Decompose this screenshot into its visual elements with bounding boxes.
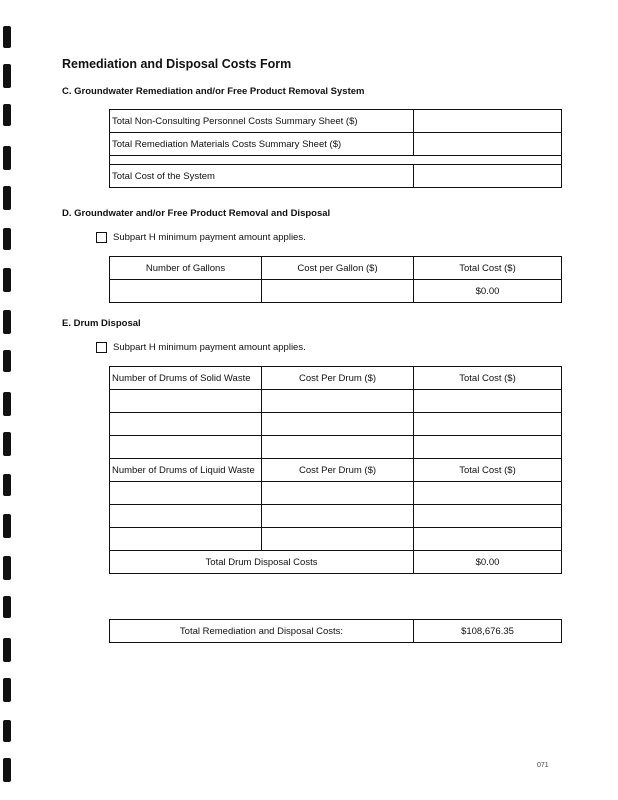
punch-mark [3,26,11,48]
column-header: Cost per Gallon ($) [262,257,414,280]
table-row [110,110,562,133]
section-d-table [109,256,562,303]
punch-mark [3,678,11,702]
section-c-heading: C. Groundwater Remediation and/or Free Product Removal System [62,86,365,97]
table-total-row [110,620,562,643]
section-d-heading: D. Groundwater and/or Free Product Removal and Disposal [62,208,331,219]
liquid-drums-field[interactable] [110,505,262,528]
punch-mark [3,64,11,88]
total-cost-field[interactable] [414,482,562,505]
drum-total-label: Total Drum Disposal Costs [110,551,414,574]
punch-mark [3,392,11,416]
cost-per-gallon-field[interactable] [262,280,414,303]
checkbox-label: Subpart H minimum payment amount applies. [113,232,306,243]
table-row [110,436,562,459]
punch-mark [3,556,11,580]
punch-mark [3,146,11,170]
subpart-h-checkbox[interactable] [96,232,107,243]
punch-mark [3,474,11,496]
column-header: Total Cost ($) [414,367,562,390]
subpart-h-checkbox[interactable] [96,342,107,353]
punch-mark [3,350,11,372]
solid-drums-field[interactable] [110,413,262,436]
table-row [110,390,562,413]
total-cost-field[interactable] [414,436,562,459]
table-total-row [110,551,562,574]
table-row [110,482,562,505]
column-header: Total Cost ($) [414,459,562,482]
table-row [110,280,562,303]
punch-mark [3,268,11,292]
table-header-row [110,257,562,280]
table-row [110,505,562,528]
punch-mark [3,514,11,538]
punch-mark [3,432,11,456]
cost-per-drum-field[interactable] [262,413,414,436]
punch-mark [3,638,11,662]
punch-mark [3,104,11,126]
section-e-checkbox-row[interactable] [96,342,306,353]
punch-mark [3,228,11,250]
form-title: Remediation and Disposal Costs Form [62,57,292,71]
row-value-field[interactable] [414,133,562,156]
row-label: Total Cost of the System [110,165,414,188]
punch-mark [3,596,11,618]
row-label: Total Non-Consulting Personnel Costs Summary Sheet ($) [110,110,414,133]
cost-per-drum-field[interactable] [262,482,414,505]
row-value-field[interactable] [414,165,562,188]
punch-mark [3,310,11,334]
total-cost-value: $0.00 [414,280,562,303]
page-mark: 071 [537,762,549,769]
cost-per-drum-field[interactable] [262,436,414,459]
punch-mark [3,186,11,210]
drum-total-value: $0.00 [414,551,562,574]
checkbox-label: Subpart H minimum payment amount applies. [113,342,306,353]
solid-drums-field[interactable] [110,390,262,413]
section-d-checkbox-row[interactable] [96,232,306,243]
table-header-row [110,367,562,390]
cost-per-drum-field[interactable] [262,528,414,551]
column-header: Cost Per Drum ($) [262,367,414,390]
table-row [110,413,562,436]
section-c-table [109,109,562,188]
grand-total-label: Total Remediation and Disposal Costs: [110,620,414,643]
row-value-field[interactable] [414,110,562,133]
cost-per-drum-field[interactable] [262,390,414,413]
table-row [110,165,562,188]
table-row [110,528,562,551]
total-cost-field[interactable] [414,413,562,436]
table-header-row [110,459,562,482]
column-header: Total Cost ($) [414,257,562,280]
total-cost-field[interactable] [414,505,562,528]
column-header: Cost Per Drum ($) [262,459,414,482]
liquid-drums-field[interactable] [110,482,262,505]
solid-drums-field[interactable] [110,436,262,459]
grand-total-value: $108,676.35 [414,620,562,643]
column-header: Number of Drums of Solid Waste [110,367,262,390]
table-spacer-row [110,156,562,165]
total-cost-field[interactable] [414,528,562,551]
punch-mark [3,758,11,782]
punch-mark [3,720,11,742]
column-header: Number of Gallons [110,257,262,280]
grand-total-table [109,619,562,643]
column-header: Number of Drums of Liquid Waste [110,459,262,482]
row-label: Total Remediation Materials Costs Summary Sheet ($) [110,133,414,156]
gallons-field[interactable] [110,280,262,303]
table-row [110,133,562,156]
section-e-heading: E. Drum Disposal [62,318,141,329]
cost-per-drum-field[interactable] [262,505,414,528]
section-e-table [109,366,562,574]
liquid-drums-field[interactable] [110,528,262,551]
total-cost-field[interactable] [414,390,562,413]
